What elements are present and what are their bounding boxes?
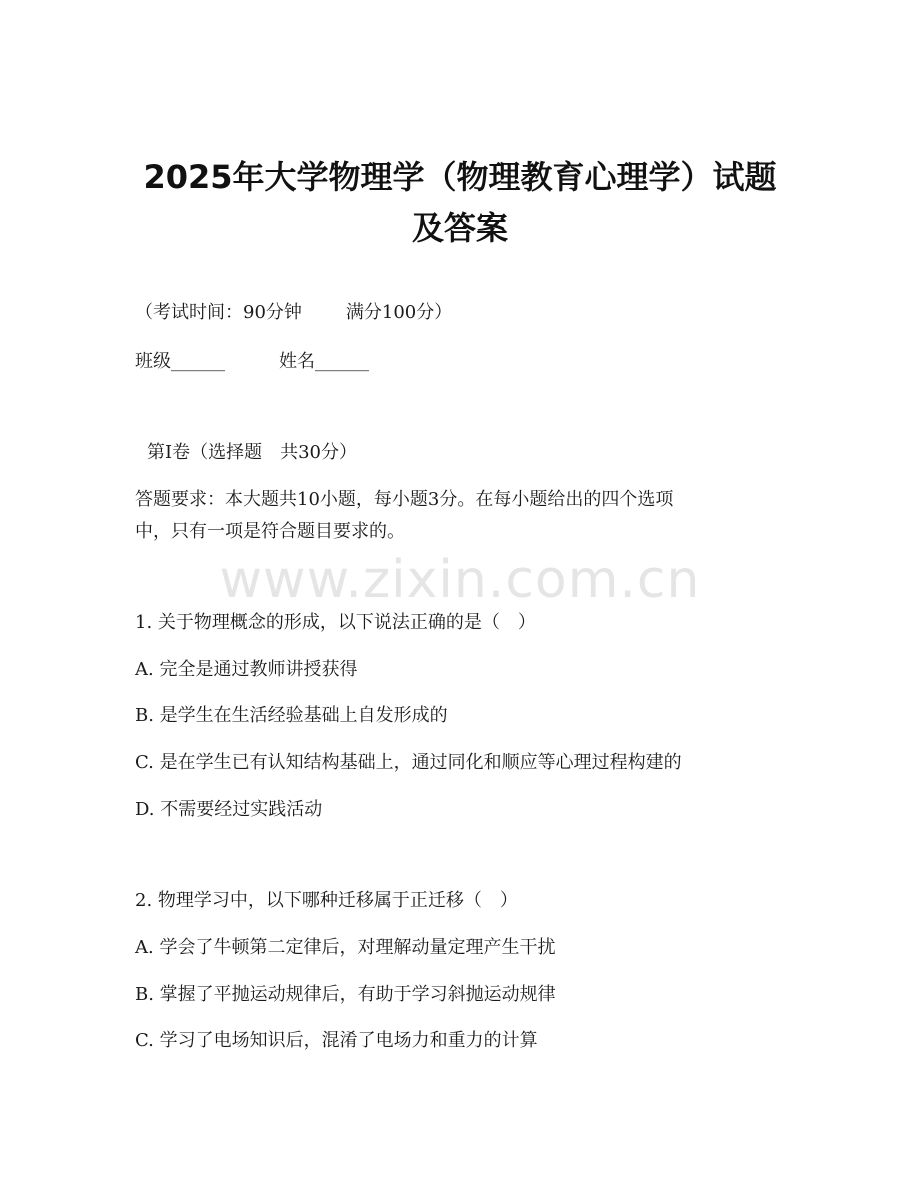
document-title-line-1: 2025年大学物理学（物理教育心理学）试题 <box>143 158 777 196</box>
watermark: www.zixin.com.cn <box>219 550 701 610</box>
question-2-option-b: B. 掌握了平抛运动规律后，有助于学习斜抛运动规律 <box>135 984 556 1005</box>
section-instruction-line-2: 中，只有一项是符合题目要求的。 <box>135 521 405 542</box>
student-info <box>135 349 369 375</box>
question-1-option-a: A. 完全是通过教师讲授获得 <box>135 659 358 680</box>
question-2-option-a: A. 学会了牛顿第二定律后，对理解动量定理产生干扰 <box>135 937 556 958</box>
question-2-stem: 2. 物理学习中，以下哪种迁移属于正迁移（ ） <box>135 890 518 911</box>
exam-time: （考试时间：90分钟 <box>135 302 302 323</box>
exam-info <box>135 300 452 326</box>
question-1-stem: 1. 关于物理概念的形成，以下说法正确的是（ ） <box>135 612 536 633</box>
question-1-option-c: C. 是在学生已有认知结构基础上，通过同化和顺应等心理过程构建的 <box>135 752 682 773</box>
section-instruction-line-1: 答题要求：本大题共10小题，每小题3分。在每小题给出的四个选项 <box>135 489 674 510</box>
name-field: 姓名______ <box>279 351 369 372</box>
section-heading: 第Ⅰ卷（选择题 共30分） <box>147 442 358 463</box>
document-title-line-2: 及答案 <box>411 209 508 247</box>
question-1-option-b: B. 是学生在生活经验基础上自发形成的 <box>135 705 448 726</box>
question-1-option-d: D. 不需要经过实践活动 <box>135 799 323 820</box>
question-2-option-c: C. 学习了电场知识后，混淆了电场力和重力的计算 <box>135 1030 538 1051</box>
exam-score: 满分100分） <box>345 302 453 323</box>
class-field: 班级______ <box>135 351 225 372</box>
